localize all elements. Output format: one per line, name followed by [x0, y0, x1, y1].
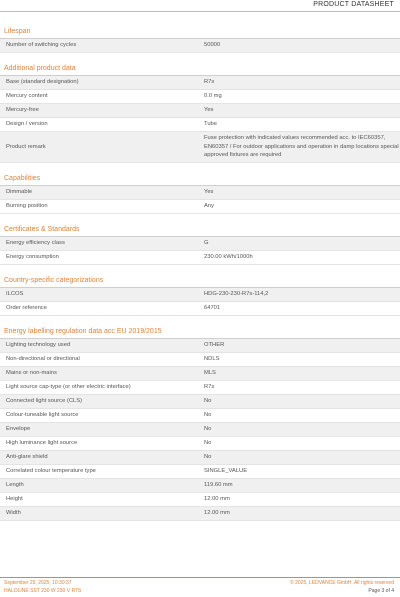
table-row	[0, 423, 400, 437]
table-row	[0, 132, 400, 163]
row-label: Envelope	[6, 425, 31, 432]
section-title: Additional product data	[4, 65, 76, 72]
table-row	[0, 39, 400, 53]
row-value: No	[204, 397, 212, 404]
table-row	[0, 186, 400, 200]
row-label: Non-directional or directional	[6, 355, 80, 362]
table-row	[0, 104, 400, 118]
footer-right	[290, 579, 394, 595]
row-value: Yes	[204, 188, 214, 195]
table-row	[0, 493, 400, 507]
footer-left	[4, 579, 81, 595]
row-value: MLS	[204, 369, 216, 376]
row-label: Colour-tuneable light source	[6, 411, 79, 418]
row-value: 12.00 mm	[204, 509, 230, 516]
row-label: Base (standard designation)	[6, 79, 79, 85]
row-label: Connected light source (CLS)	[6, 397, 83, 404]
row-label: Correlated colour temperature type	[6, 467, 96, 474]
section-title: Capabilities	[4, 174, 41, 182]
row-label: Anti-glare shield	[6, 453, 48, 460]
row-label: High luminance light source	[6, 439, 78, 446]
row-value: Tube	[204, 121, 217, 127]
row-label: ILCOS	[6, 290, 24, 297]
table-row	[0, 353, 400, 367]
table-row	[0, 451, 400, 465]
footer-copyright: © 2025, LEDVANCE GmbH. All rights reserved	[290, 580, 394, 586]
table-row	[0, 251, 400, 265]
row-value: 119.60 mm	[204, 481, 233, 488]
row-label: Product remark	[6, 143, 46, 150]
row-value: R7s	[204, 79, 215, 85]
row-label: Mercury content	[6, 93, 48, 99]
datasheet-content	[0, 12, 400, 521]
row-value: No	[204, 439, 212, 446]
row-label: Number of switching cycles	[6, 42, 77, 48]
row-value: No	[204, 425, 212, 432]
row-value: SINGLE_VALUE	[204, 467, 248, 474]
table-row	[0, 437, 400, 451]
spec-table	[0, 185, 400, 214]
row-value: R7s	[204, 383, 215, 390]
row-value: HDG-230-230-R7s-114,2	[204, 290, 269, 297]
row-value: 230.00 kWh/1000h	[204, 253, 253, 260]
row-value: Yes	[204, 107, 214, 113]
row-label: Energy consumption	[6, 253, 59, 260]
document-header-title: PRODUCT DATASHEET	[313, 1, 394, 8]
table-row	[0, 302, 400, 316]
table-row	[0, 76, 400, 90]
row-label: Order reference	[6, 304, 47, 311]
row-value: No	[204, 453, 212, 460]
table-row	[0, 339, 400, 353]
footer-product-name: HALOLINE SST 230 W 230 V R7S	[4, 588, 82, 594]
table-row	[0, 200, 400, 214]
spec-table	[0, 338, 400, 521]
row-label: Design / version	[6, 121, 48, 127]
row-value: Fuse protection with indicated values recommended acc. to IEC60357, EN60357 / For outdoor applications and operation in damp locations special approved fixtures are required	[204, 135, 399, 158]
footer-date: September 29, 2025, 10:30:37	[4, 580, 72, 586]
table-row	[0, 465, 400, 479]
row-label: Energy efficiency class	[6, 239, 65, 246]
row-label: Height	[6, 495, 23, 502]
row-label: Mercury-free	[6, 107, 39, 113]
spec-table	[0, 75, 400, 163]
table-row	[0, 507, 400, 521]
row-value: 12.00 mm	[204, 495, 230, 502]
row-value: Any	[204, 202, 214, 209]
section-title: Lifespan	[4, 28, 31, 35]
table-row	[0, 409, 400, 423]
table-row	[0, 288, 400, 302]
table-row	[0, 237, 400, 251]
row-label: Burning position	[6, 202, 48, 209]
footer-divider	[0, 577, 400, 578]
section-title: Country-specific categorizations	[4, 276, 104, 284]
row-label: Mains or non-mains	[6, 369, 57, 376]
spec-table	[0, 38, 400, 53]
table-row	[0, 118, 400, 132]
row-value: G	[204, 239, 209, 246]
table-row	[0, 90, 400, 104]
table-row	[0, 479, 400, 493]
footer-page-number: Page 3 of 4	[368, 588, 394, 594]
row-value: No	[204, 411, 212, 418]
spec-table	[0, 236, 400, 265]
table-row	[0, 395, 400, 409]
spec-table	[0, 287, 400, 316]
row-value: 0.0 mg	[204, 93, 222, 99]
section-title: Energy labelling regulation data acc EU 2019/2015	[4, 327, 162, 335]
table-row	[0, 381, 400, 395]
row-label: Light source cap-type (or other electric interface)	[6, 383, 131, 390]
row-value: NDLS	[204, 355, 220, 362]
table-row	[0, 367, 400, 381]
row-value: 50000	[204, 42, 221, 48]
row-label: Length	[6, 481, 24, 488]
row-label: Dimmable	[6, 188, 33, 195]
section-title: Certificates & Standards	[4, 225, 80, 233]
row-value: 64701	[204, 304, 221, 311]
row-label: Width	[6, 509, 21, 516]
row-label: Lighting technology used	[6, 341, 71, 348]
row-value: OTHER	[204, 341, 225, 348]
